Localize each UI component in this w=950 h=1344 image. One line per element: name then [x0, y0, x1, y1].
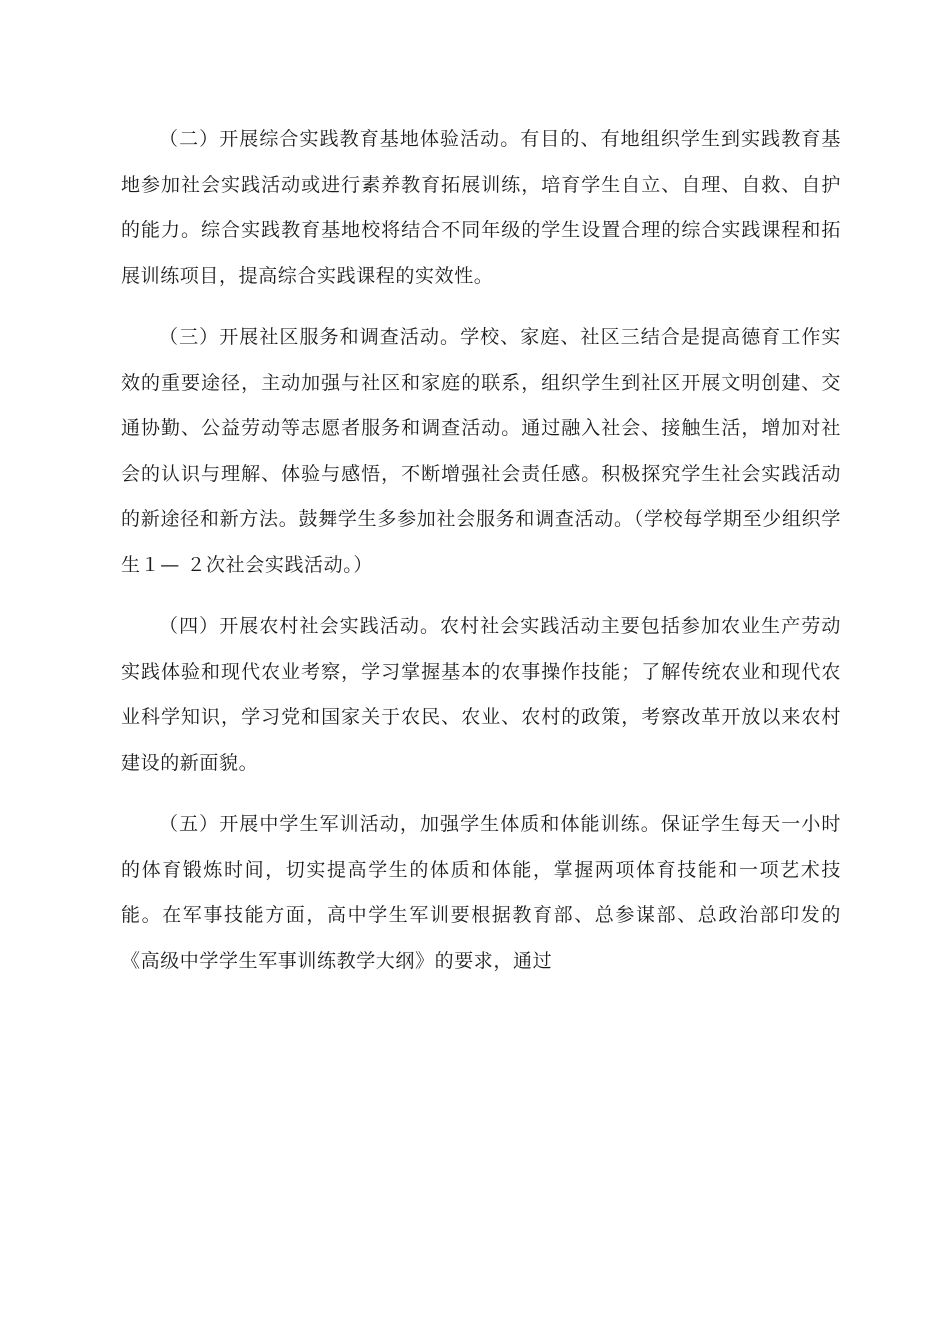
paragraph-2-practice-base: （二）开展综合实践教育基地体验活动。有目的、有地组织学生到实践教育基地参加社会实践活动或进行素养教育拓展训练，培育学生自立、自理、自救、自护的能力。综合实践教育基地校将结合不同年级的学生设置合理的综合实践课程和拓展训练项目，提高综合实践课程的实效性。 — [121, 128, 841, 287]
paragraph-5-military-training: （五）开展中学生军训活动，加强学生体质和体能训练。保证学生每天一小时的体育锻炼时间，切实提高学生的体质和体能，掌握两项体育技能和一项艺术技能。在军事技能方面，高中学生军训要根据教育部、总参谋部、总政治部印发的《高级中学学生军事训练教学大纲》的要求，通过 — [121, 813, 841, 972]
paragraph-3-community-service: （三）开展社区服务和调查活动。学校、家庭、社区三结合是提高德育工作实效的重要途径，主动加强与社区和家庭的联系，组织学生到社区开展文明创建、交通协勤、公益劳动等志愿者服务和调查活动。通过融入社会、接触生活，增加对社会的认识与理解、体验与感悟，不断增强社会责任感。积极探究学生社会实践活动的新途径和新方法。鼓舞学生多参加社会服务和调查活动。（学校每学期至少组织学生１— ２次社会实践活动。） — [121, 326, 841, 576]
document-body — [121, 117, 841, 984]
paragraph-4-rural-practice: （四）开展农村社会实践活动。农村社会实践活动主要包括参加农业生产劳动实践体验和现代农业考察，学习掌握基本的农事操作技能；了解传统农业和现代农业科学知识，学习党和国家关于农民、农业、农村的政策，考察改革开放以来农村建设的新面貌。 — [121, 615, 841, 774]
